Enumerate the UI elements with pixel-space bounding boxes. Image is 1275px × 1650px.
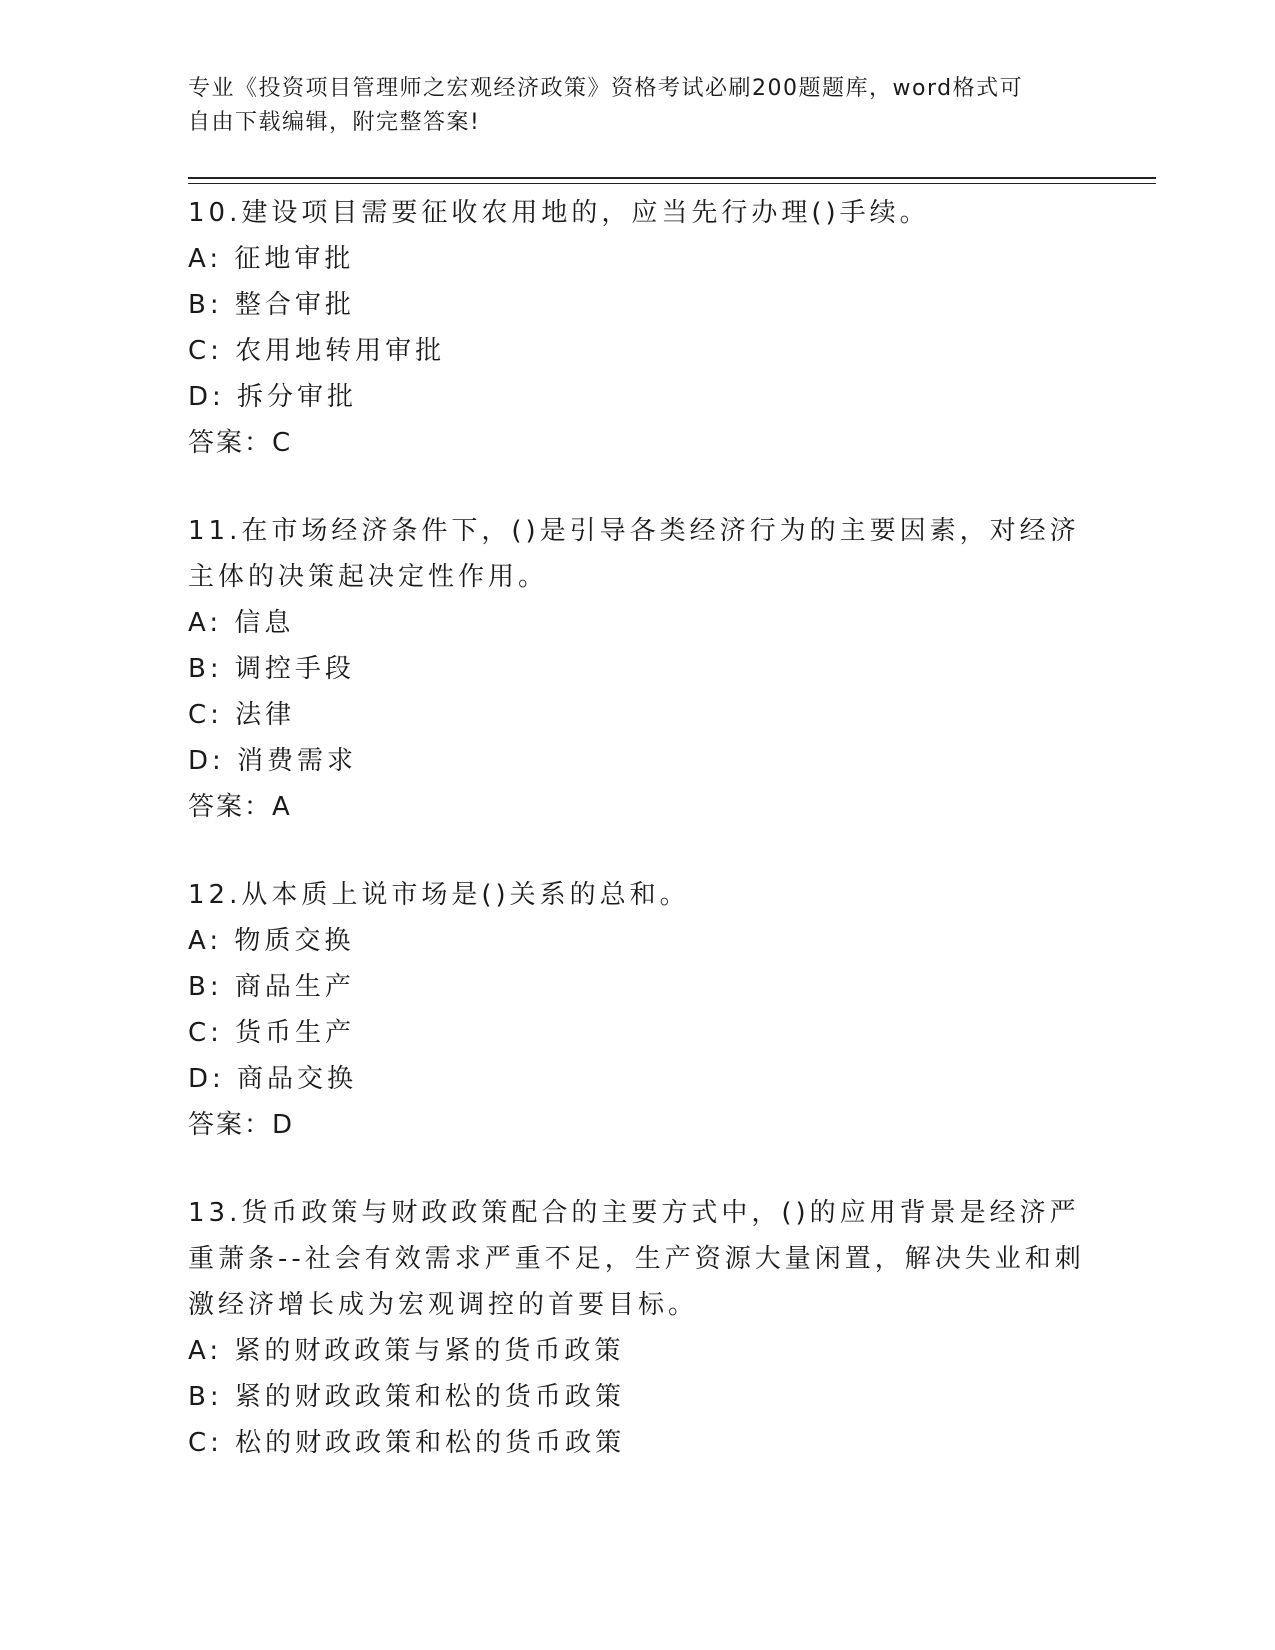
question-option: D: 拆分审批 <box>188 382 358 412</box>
question-option: C: 货币生产 <box>188 1018 356 1048</box>
question-answer: 答案：D <box>188 1110 295 1140</box>
question-item <box>188 872 1088 1148</box>
header-line-1: 专业《投资项目管理师之宏观经济政策》资格考试必刷200题题库，word格式可 <box>188 76 1024 101</box>
question-list <box>188 190 1088 1508</box>
question-option: A: 紧的财政政策与紧的货币政策 <box>188 1336 625 1366</box>
header-divider <box>188 177 1156 179</box>
question-option: A: 物质交换 <box>188 926 355 956</box>
question-answer: 答案：A <box>188 792 292 822</box>
question-option: C: 法律 <box>188 700 296 730</box>
question-option: A: 征地审批 <box>188 244 355 274</box>
question-option: B: 紧的财政政策和松的货币政策 <box>188 1382 625 1412</box>
question-option: B: 商品生产 <box>188 972 355 1002</box>
question-item <box>188 508 1088 830</box>
question-stem: 13.货币政策与财政政策配合的主要方式中，()的应用背景是经济严重萧条--社会有效需求严重不足，生产资源大量闲置，解决失业和刺激经济增长成为宏观调控的首要目标。 <box>188 1198 1085 1320</box>
question-option: D: 商品交换 <box>188 1064 358 1094</box>
question-item <box>188 1190 1088 1466</box>
question-option: B: 调控手段 <box>188 654 355 684</box>
header-line-2: 自由下载编辑，附完整答案! <box>188 110 481 135</box>
document-header <box>188 72 1088 140</box>
question-option: D: 消费需求 <box>188 746 358 776</box>
header-divider-thin <box>188 183 1156 184</box>
question-option: C: 农用地转用审批 <box>188 336 446 366</box>
question-option: A: 信息 <box>188 608 295 638</box>
question-stem: 11.在市场经济条件下，()是引导各类经济行为的主要因素，对经济主体的决策起决定性作用。 <box>188 516 1080 592</box>
question-stem: 12.从本质上说市场是()关系的总和。 <box>188 880 690 910</box>
question-option: C: 松的财政政策和松的货币政策 <box>188 1428 626 1458</box>
question-answer: 答案：C <box>188 428 293 458</box>
question-stem: 10.建设项目需要征收农用地的，应当先行办理()手续。 <box>188 198 930 228</box>
question-option: B: 整合审批 <box>188 290 355 320</box>
question-item <box>188 190 1088 466</box>
